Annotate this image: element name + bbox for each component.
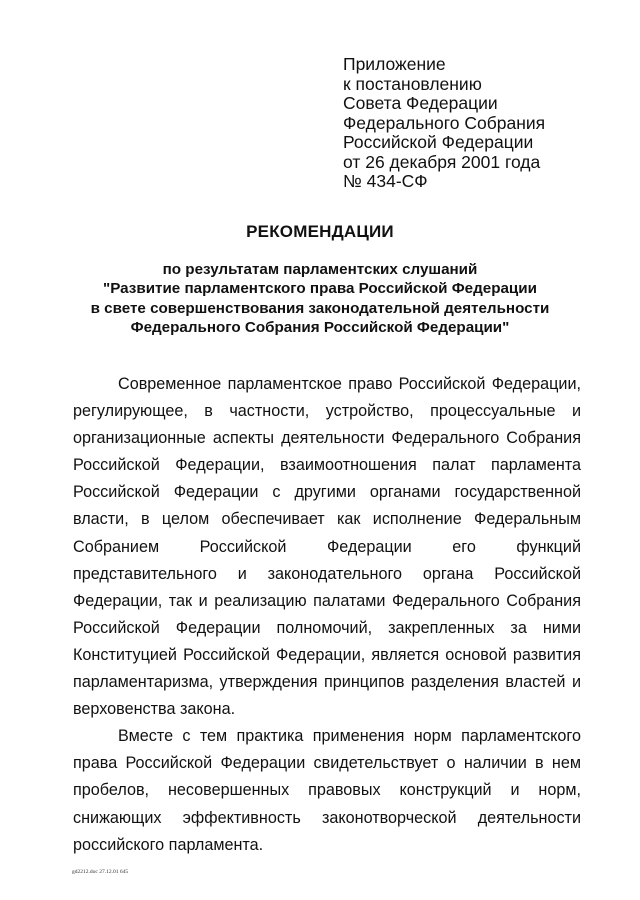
body-line: организационные аспекты деятельности Федерального Собрания xyxy=(73,429,581,448)
document-subtitle xyxy=(0,260,640,337)
body-line: регулирующее, в частности, устройство, процессуальные и xyxy=(73,402,581,421)
subtitle-line: по результатам парламентских слушаний xyxy=(162,261,478,278)
body-line: верховенства закона. xyxy=(73,700,236,719)
appendix-line: Приложение xyxy=(343,54,446,74)
body-line: российского парламента. xyxy=(73,835,264,854)
document-title: РЕКОМЕНДАЦИИ xyxy=(246,222,394,241)
body-text xyxy=(73,371,581,859)
footer-file-stamp: gd2212.doc 27.12.01 645 xyxy=(72,869,129,875)
body-line: права Российской Федерации свидетельствует о наличии в нем xyxy=(73,754,581,773)
body-line: власти, в целом обеспечивает как исполнение Федеральным xyxy=(73,510,581,529)
body-line: Собранием Российской Федерации его функций xyxy=(73,537,581,556)
appendix-block xyxy=(343,55,623,192)
body-line: пробелов, несовершенных правовых конструкций и норм, xyxy=(73,781,581,800)
appendix-line: к постановлению xyxy=(343,73,482,94)
subtitle-line: Федерального Собрания Российской Федерации" xyxy=(130,318,510,336)
body-line: Российской Федерации, взаимоотношения палат парламента xyxy=(73,456,581,475)
appendix-line: № 434-СФ xyxy=(343,171,428,191)
body-line: Федерации, так и реализацию палатами Федерального Собрания xyxy=(73,591,581,610)
body-line: Конституцией Российской Федерации, является основой развития xyxy=(73,645,581,664)
subtitle-line: в свете совершенствования законодательной деятельности xyxy=(90,299,550,317)
body-line: Российской Федерации с другими органами государственной xyxy=(73,483,581,502)
body-line: представительного и законодательного органа Российской xyxy=(73,564,581,583)
body-line: парламентаризма, утверждения принципов разделения властей и xyxy=(73,673,581,692)
appendix-line: от 26 декабря 2001 года xyxy=(343,151,541,172)
body-line: Вместе с тем практика применения норм парламентского xyxy=(118,727,581,746)
appendix-line: Совета Федерации xyxy=(343,93,498,113)
body-line: Российской Федерации полномочий, закрепленных за ними xyxy=(73,618,581,637)
subtitle-line: "Развитие парламентского права Российской Федерации xyxy=(103,280,537,298)
body-line: Современное парламентское право Российской Федерации, xyxy=(118,375,581,393)
appendix-line: Федерального Собрания xyxy=(343,112,546,133)
body-line: снижающих эффективность законотворческой деятельности xyxy=(73,808,581,827)
appendix-line: Российской Федерации xyxy=(343,132,534,152)
